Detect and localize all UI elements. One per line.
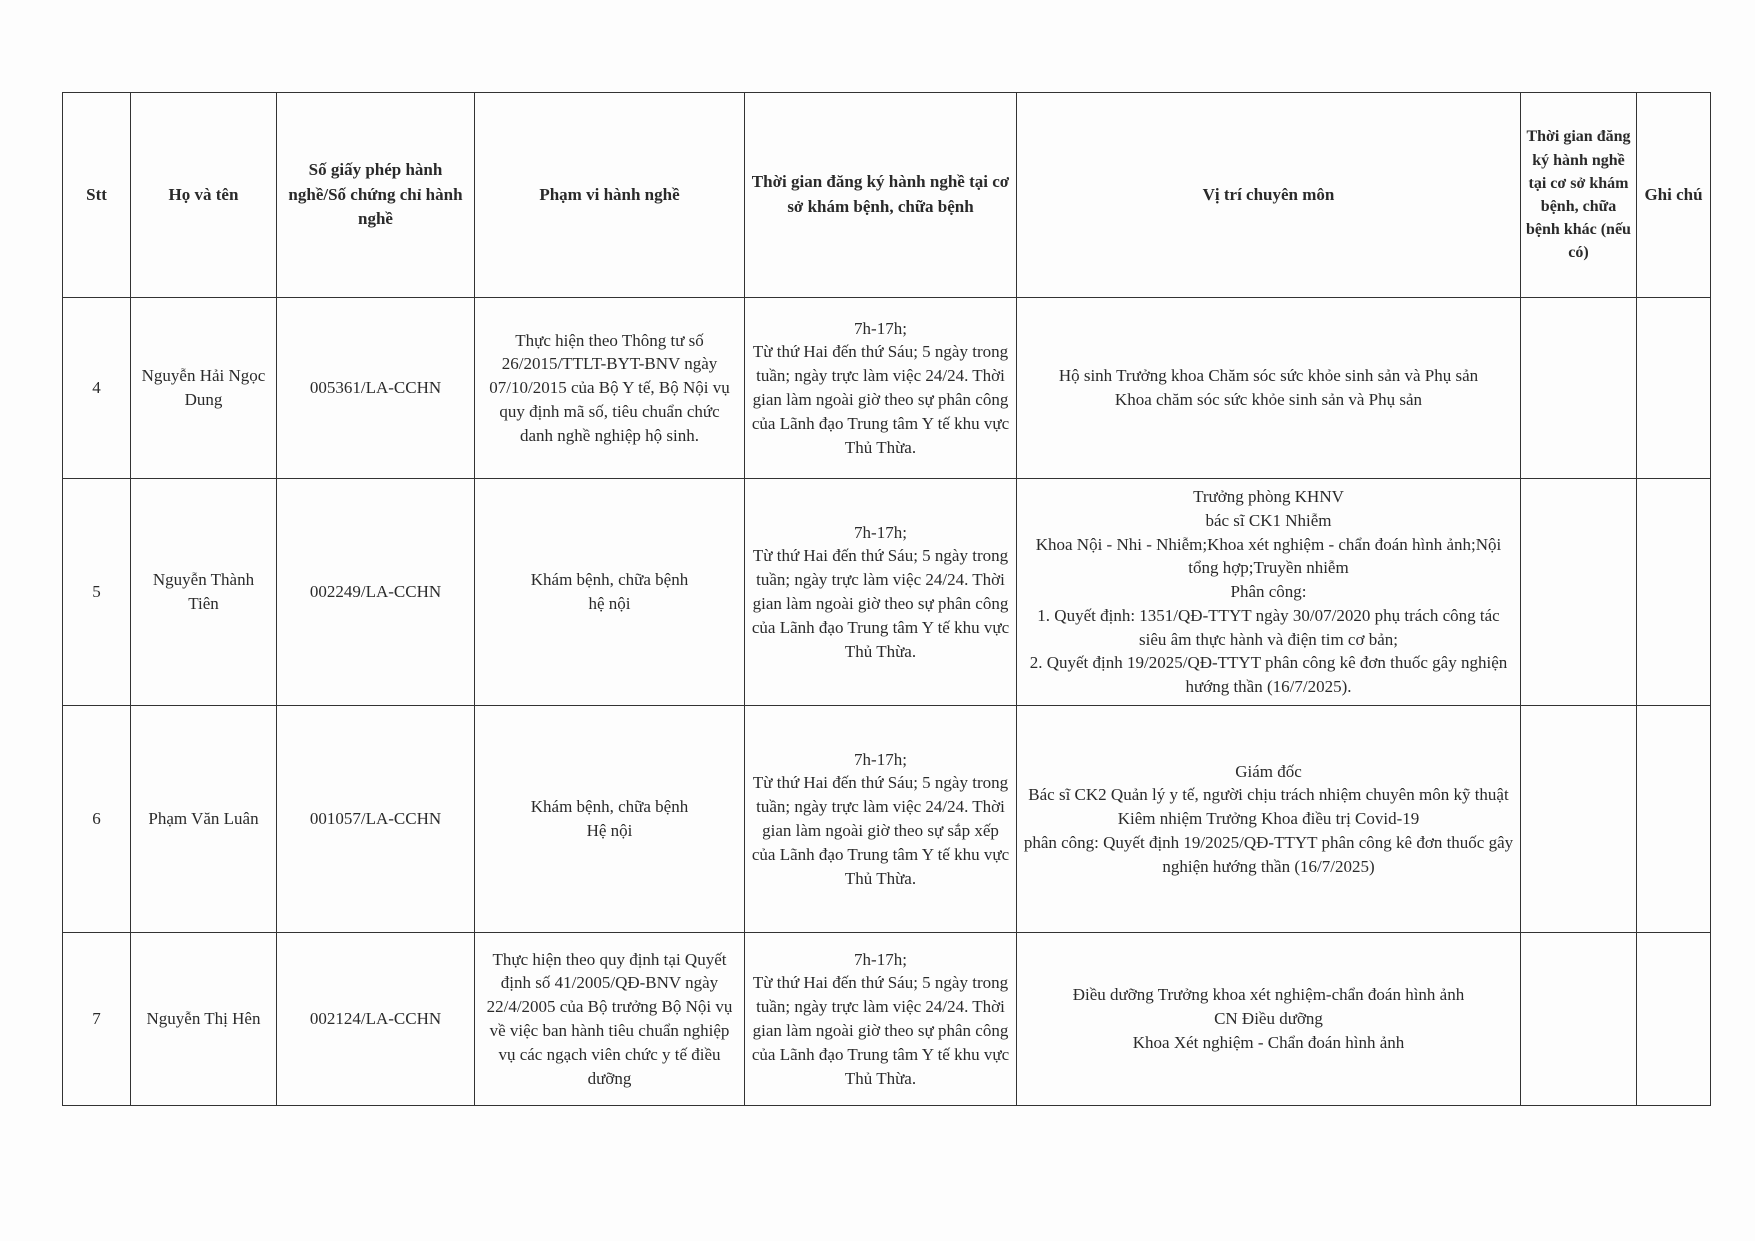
cell-note: [1637, 479, 1711, 706]
cell-license: 005361/LA-CCHN: [277, 298, 475, 479]
header-name: Họ và tên: [131, 93, 277, 298]
header-other-time: Thời gian đăng ký hành nghề tại cơ sở khám bệnh, chữa bệnh khác (nếu có): [1521, 93, 1637, 298]
cell-license: 002124/LA-CCHN: [277, 933, 475, 1106]
cell-name: Nguyễn Hải Ngọc Dung: [131, 298, 277, 479]
cell-note: [1637, 933, 1711, 1106]
cell-scope: Thực hiện theo Thông tư số 26/2015/TTLT-BYT-BNV ngày 07/10/2015 của Bộ Y tế, Bộ Nội vụ quy định mã số, tiêu chuẩn chức danh nghề nghiệp hộ sinh.: [475, 298, 745, 479]
cell-note: [1637, 706, 1711, 933]
cell-other-time: [1521, 298, 1637, 479]
cell-position: Điều dưỡng Trưởng khoa xét nghiệm-chẩn đoán hình ảnh CN Điều dưỡng Khoa Xét nghiệm - Chẩn đoán hình ảnh: [1017, 933, 1521, 1106]
header-license: Số giấy phép hành nghề/Số chứng chỉ hành nghề: [277, 93, 475, 298]
cell-other-time: [1521, 933, 1637, 1106]
cell-time: 7h-17h; Từ thứ Hai đến thứ Sáu; 5 ngày trong tuần; ngày trực làm việc 24/24. Thời gian làm ngoài giờ theo sự phân công của Lãnh đạo Trung tâm Y tế khu vực Thủ Thừa.: [745, 298, 1017, 479]
cell-other-time: [1521, 479, 1637, 706]
table-row: [63, 298, 1711, 479]
cell-position: Giám đốc Bác sĩ CK2 Quản lý y tế, người chịu trách nhiệm chuyên môn kỹ thuật Kiêm nhiệm Trưởng Khoa điều trị Covid-19 phân công: Quyết định 19/2025/QĐ-TTYT phân công kê đơn thuốc gây nghiện hướng thần (16/7/2025): [1017, 706, 1521, 933]
cell-license: 001057/LA-CCHN: [277, 706, 475, 933]
cell-scope: Khám bệnh, chữa bệnh hệ nội: [475, 479, 745, 706]
cell-position: Trưởng phòng KHNV bác sĩ CK1 Nhiễm Khoa Nội - Nhi - Nhiễm;Khoa xét nghiệm - chẩn đoán hình ảnh;Nội tổng hợp;Truyền nhiễm Phân công: 1. Quyết định: 1351/QĐ-TTYT ngày 30/07/2020 phụ trách công tác siêu âm thực hành và điện tim cơ bản; 2. Quyết định 19/2025/QĐ-TTYT phân công kê đơn thuốc gây nghiện hướng thần (16/7/2025).: [1017, 479, 1521, 706]
header-time: Thời gian đăng ký hành nghề tại cơ sở khám bệnh, chữa bệnh: [745, 93, 1017, 298]
cell-name: Nguyễn Thị Hên: [131, 933, 277, 1106]
header-position: Vị trí chuyên môn: [1017, 93, 1521, 298]
cell-stt: 7: [63, 933, 131, 1106]
cell-time: 7h-17h; Từ thứ Hai đến thứ Sáu; 5 ngày trong tuần; ngày trực làm việc 24/24. Thời gian làm ngoài giờ theo sự phân công của Lãnh đạo Trung tâm Y tế khu vực Thủ Thừa.: [745, 479, 1017, 706]
header-note: Ghi chú: [1637, 93, 1711, 298]
cell-scope: Thực hiện theo quy định tại Quyết định số 41/2005/QĐ-BNV ngày 22/4/2005 của Bộ trưởng Bộ Nội vụ về việc ban hành tiêu chuẩn nghiệp vụ các ngạch viên chức y tế điều dưỡng: [475, 933, 745, 1106]
cell-stt: 6: [63, 706, 131, 933]
cell-stt: 5: [63, 479, 131, 706]
cell-name: Nguyễn Thành Tiên: [131, 479, 277, 706]
cell-time: 7h-17h; Từ thứ Hai đến thứ Sáu; 5 ngày trong tuần; ngày trực làm việc 24/24. Thời gian làm ngoài giờ theo sự sắp xếp của Lãnh đạo Trung tâm Y tế khu vực Thủ Thừa.: [745, 706, 1017, 933]
table-row: [63, 479, 1711, 706]
cell-name: Phạm Văn Luân: [131, 706, 277, 933]
cell-position: Hộ sinh Trưởng khoa Chăm sóc sức khỏe sinh sản và Phụ sản Khoa chăm sóc sức khỏe sinh sản và Phụ sản: [1017, 298, 1521, 479]
cell-note: [1637, 298, 1711, 479]
table-row: [63, 706, 1711, 933]
table-header-row: [63, 93, 1711, 298]
cell-scope: Khám bệnh, chữa bệnh Hệ nội: [475, 706, 745, 933]
cell-other-time: [1521, 706, 1637, 933]
header-scope: Phạm vi hành nghề: [475, 93, 745, 298]
cell-time: 7h-17h; Từ thứ Hai đến thứ Sáu; 5 ngày trong tuần; ngày trực làm việc 24/24. Thời gian làm ngoài giờ theo sự phân công của Lãnh đạo Trung tâm Y tế khu vực Thủ Thừa.: [745, 933, 1017, 1106]
table-row: [63, 933, 1711, 1106]
header-stt: Stt: [63, 93, 131, 298]
cell-stt: 4: [63, 298, 131, 479]
practitioner-registration-table: [62, 92, 1711, 1106]
cell-license: 002249/LA-CCHN: [277, 479, 475, 706]
